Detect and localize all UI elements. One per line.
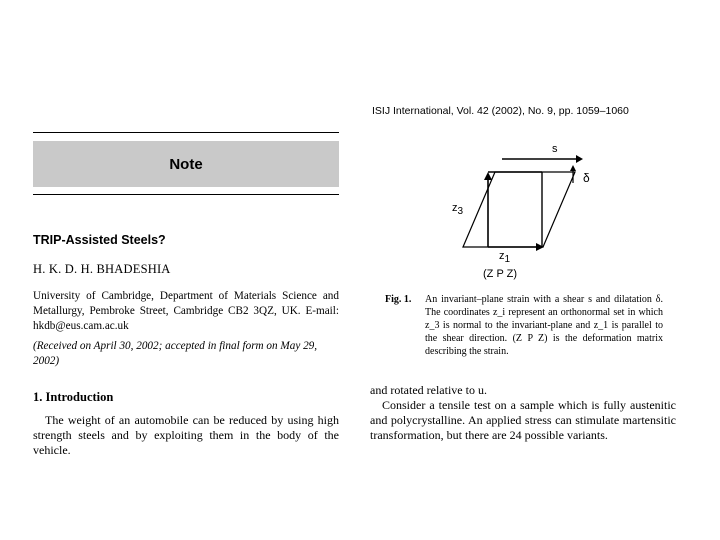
shear-arrow-head [576,155,583,163]
caption-label: Fig. 1. [385,294,412,305]
note-banner [33,141,339,187]
received-dates: (Received on April 30, 2002; accepted in final form on May 29, 2002) [33,340,318,367]
right-text-line: and rotated relative to u. [370,383,487,397]
sheared-parallelogram [463,172,575,247]
intro-paragraph: The weight of an automobile can be reduced by using high strength steels and by exploiting them in the body of the vehicle. [33,413,339,457]
right-paragraph: Consider a tensile test on a sample which is fully austenitic and polycrystalline. An applied stress can stimulate martensitic transformation, but there are 24 possible variants. [370,398,676,442]
dilatation-arrow-head [570,165,576,171]
z3-axis-head [484,172,492,180]
invariant-plane-strain-figure [440,138,600,288]
label-z3: z3 [452,202,464,217]
label-s: s [552,143,558,155]
label-z1: z1 [499,250,511,265]
top-rule-1 [33,132,339,133]
journal-header: ISIJ International, Vol. 42 (2002), No. 9, pp. 1059–1060 [372,105,629,117]
top-rule-2 [33,194,339,195]
label-matrix: (Z P Z) [483,268,518,280]
section-heading: 1. Introduction [33,390,114,404]
article-title: TRIP-Assisted Steels? [33,233,166,247]
label-delta: δ [583,171,590,185]
affiliation: University of Cambridge, Department of Materials Science and Metallurgy, Pembroke Street, Cambridge CB2 3QZ, UK. E-mail: hkdb@eus.cam.ac.uk [33,290,339,332]
note-heading: Note [169,155,203,173]
figure-caption [385,293,663,357]
author-name: H. K. D. H. BHADESHIA [33,262,171,276]
caption-text: An invariant–plane strain with a shear s and dilatation δ. The coordinates z_i represent an orthonormal set in which z_3 is normal to the invariant-plane and z_1 is parallel to the shear direction. (Z P Z) is the deformation matrix describing the strain. [425,294,663,357]
